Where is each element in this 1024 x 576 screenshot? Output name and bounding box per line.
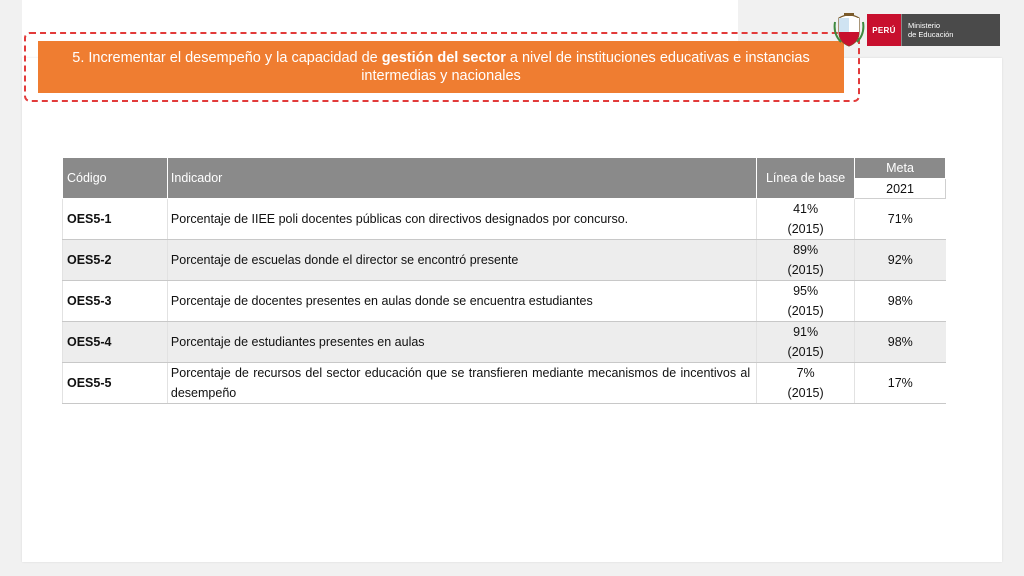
row-goal: 98% xyxy=(855,281,946,322)
baseline-value: 91% xyxy=(793,325,819,339)
title-text-post: a nivel de instituciones educativas e instancias intermedias y nacionales xyxy=(361,50,810,84)
baseline-year: (2015) xyxy=(787,222,824,236)
row-goal: 71% xyxy=(855,199,946,240)
baseline-year: (2015) xyxy=(787,386,824,400)
ministry-name xyxy=(901,14,1000,46)
header-goal-year: 2021 xyxy=(855,179,946,199)
header-baseline: Línea de base xyxy=(757,158,855,199)
row-baseline xyxy=(757,363,855,404)
row-baseline xyxy=(757,199,855,240)
row-baseline xyxy=(757,281,855,322)
row-indicator: Porcentaje de docentes presentes en aulas donde se encuentra estudiantes xyxy=(167,281,756,322)
header-code: Código xyxy=(63,158,168,199)
row-indicator: Porcentaje de IIEE poli docentes públicas con directivos designados por concurso. xyxy=(167,199,756,240)
row-code: OES5-3 xyxy=(63,281,168,322)
title-text-bold: gestión del sector xyxy=(381,50,506,66)
baseline-year: (2015) xyxy=(787,304,824,318)
row-code: OES5-4 xyxy=(63,322,168,363)
row-indicator: Porcentaje de estudiantes presentes en aulas xyxy=(167,322,756,363)
table-header-row xyxy=(63,158,946,179)
table-row xyxy=(63,199,946,240)
title-text-pre: 5. Incrementar el desempeño y la capacidad de xyxy=(72,50,382,66)
baseline-value: 95% xyxy=(793,284,819,298)
baseline-year: (2015) xyxy=(787,263,824,277)
row-indicator: Porcentaje de escuelas donde el director se encontró presente xyxy=(167,240,756,281)
row-indicator: Porcentaje de recursos del sector educación que se transfieren mediante mecanismos de incentivos al desempeño xyxy=(167,363,756,404)
row-code: OES5-1 xyxy=(63,199,168,240)
table-row xyxy=(63,240,946,281)
page-title xyxy=(38,41,844,93)
header-indicator: Indicador xyxy=(167,158,756,199)
row-goal: 92% xyxy=(855,240,946,281)
indicators-table xyxy=(62,157,946,404)
peru-label: PERÚ xyxy=(867,14,901,46)
ministry-line-1: Ministerio xyxy=(908,21,941,30)
row-goal: 98% xyxy=(855,322,946,363)
header-goal: Meta xyxy=(855,158,946,179)
ministry-line-2: de Educación xyxy=(908,30,954,39)
row-baseline xyxy=(757,240,855,281)
baseline-value: 89% xyxy=(793,243,819,257)
row-baseline xyxy=(757,322,855,363)
table-row xyxy=(63,363,946,404)
baseline-value: 41% xyxy=(793,202,819,216)
row-code: OES5-5 xyxy=(63,363,168,404)
coat-of-arms-icon xyxy=(833,12,865,48)
baseline-year: (2015) xyxy=(787,345,824,359)
row-goal: 17% xyxy=(855,363,946,404)
ministry-logo xyxy=(867,14,1000,46)
baseline-value: 7% xyxy=(796,366,815,380)
row-code: OES5-2 xyxy=(63,240,168,281)
table-row xyxy=(63,322,946,363)
table-row xyxy=(63,281,946,322)
